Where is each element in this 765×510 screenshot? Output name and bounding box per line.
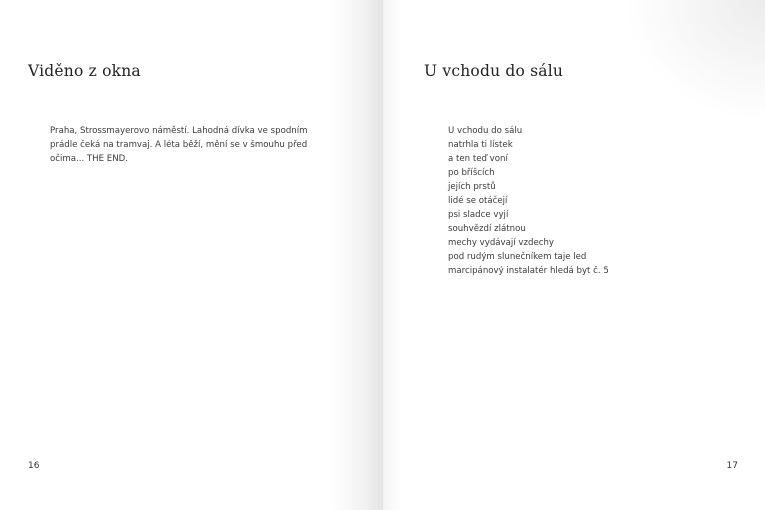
poem-line: lidé se otáčejí xyxy=(448,196,508,206)
left-page-body: Praha, Strossmayerovo náměstí. Lahodná dívka ve spodním prádle čeká na tramvaj. A léta běží, mění se v šmouhu před očima... THE END. xyxy=(50,126,308,164)
poem-line: a ten teď voní xyxy=(448,154,508,164)
poem-line: marcipánový instalatér hledá byt č. 5 xyxy=(448,266,609,276)
poem-line: psi sladce vyjí xyxy=(448,210,509,220)
left-page-title: Viděno z okna xyxy=(28,62,141,80)
left-page-number: 16 xyxy=(28,461,40,471)
right-page-title: U vchodu do sálu xyxy=(424,62,564,80)
poem-line: mechy vydávají vzdechy xyxy=(448,238,554,248)
poem-line: pod rudým slunečníkem taje led xyxy=(448,252,587,262)
right-page-number: 17 xyxy=(726,461,738,471)
poem-line: jejích prstů xyxy=(448,182,496,192)
poem-line: natrhla ti lístek xyxy=(448,140,513,150)
right-page xyxy=(383,0,765,510)
poem xyxy=(448,124,748,278)
poem-line: po bříšcích xyxy=(448,168,495,178)
poem-line: U vchodu do sálu xyxy=(448,126,523,136)
poem-line: souhvězdí zlátnou xyxy=(448,224,526,234)
